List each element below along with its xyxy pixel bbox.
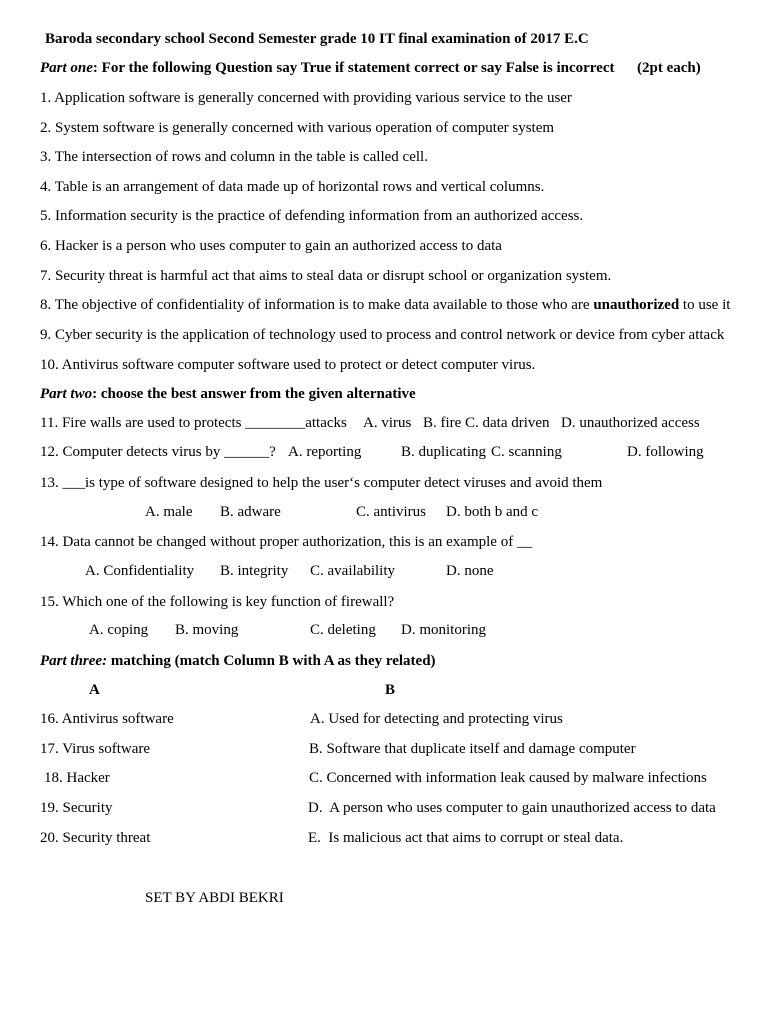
question-13-option-d: D. both b and c <box>446 504 539 520</box>
column-b-header: B <box>385 682 396 698</box>
question-15-option-c: C. deleting <box>310 622 376 638</box>
question-13-option-b: B. adware <box>220 504 281 520</box>
question-11-option-d: D. unauthorized access <box>561 415 700 431</box>
matching-item-a: 16. Antivirus software <box>40 711 174 727</box>
question-13-options <box>0 504 768 522</box>
question-11 <box>0 415 768 433</box>
question-8-emphasis: unauthorized <box>593 297 680 313</box>
question-14-option-d: D. none <box>446 563 494 579</box>
question-15-options <box>0 622 768 640</box>
question-4: 4. Table is an arrangement of data made up of horizontal rows and vertical columns. <box>40 179 545 195</box>
question-14-options <box>0 563 768 581</box>
matching-item-b: A. Used for detecting and protecting virus <box>310 711 563 727</box>
question-13-option-a: A. male <box>145 504 193 520</box>
question-11-option-a: A. virus <box>363 415 412 431</box>
matching-item-a: 20. Security threat <box>40 830 151 846</box>
question-12 <box>0 444 768 462</box>
matching-row <box>0 741 768 759</box>
exam-setter: SET BY ABDI BEKRI <box>145 890 284 906</box>
matching-item-a: 19. Security <box>40 800 113 816</box>
question-12-option-c: C. scanning <box>491 444 562 460</box>
part-three-instruction: matching (match Column B with A as they related) <box>107 653 436 669</box>
question-12-option-a: A. reporting <box>288 444 362 460</box>
matching-row <box>0 711 768 729</box>
question-11-option-b: B. fire <box>423 415 462 431</box>
matching-row <box>0 770 768 788</box>
matching-item-b: C. Concerned with information leak caused by malware infections <box>309 770 707 786</box>
question-15-option-b: B. moving <box>175 622 239 638</box>
question-14-option-b: B. integrity <box>220 563 289 579</box>
matching-row <box>0 830 768 848</box>
column-a-header: A <box>89 682 100 698</box>
question-13-stem: 13. ___is type of software designed to help the user‘s computer detect viruses and avoid them <box>40 475 603 491</box>
exam-title: Baroda secondary school Second Semester grade 10 IT final examination of 2017 E.C <box>45 31 589 47</box>
question-6: 6. Hacker is a person who uses computer to gain an authorized access to data <box>40 238 502 254</box>
question-11-stem: 11. Fire walls are used to protects ________attacks <box>40 415 347 431</box>
matching-item-b: D. A person who uses computer to gain unauthorized access to data <box>308 800 716 816</box>
question-2: 2. System software is generally concerned with various operation of computer system <box>40 120 555 136</box>
question-8 <box>40 296 730 314</box>
matching-item-a: 17. Virus software <box>40 741 151 757</box>
question-10: 10. Antivirus software computer software used to protect or detect computer virus. <box>40 357 536 373</box>
question-15-option-a: A. coping <box>89 622 149 638</box>
question-11-option-c: C. data driven <box>465 415 550 431</box>
matching-item-a: 18. Hacker <box>44 770 110 786</box>
question-1: 1. Application software is generally concerned with providing various service to the user <box>40 90 572 106</box>
matching-item-b: B. Software that duplicate itself and damage computer <box>309 741 636 757</box>
question-8-text: 8. The objective of confidentiality of information is to make data available to those who are <box>40 297 594 313</box>
part-three-label: Part three: <box>40 653 108 669</box>
question-15-option-d: D. monitoring <box>401 622 486 638</box>
part-one-label: Part one <box>40 60 93 76</box>
question-3: 3. The intersection of rows and column in the table is called cell. <box>40 149 428 165</box>
question-12-option-d: D. following <box>627 444 704 460</box>
question-14-option-a: A. Confidentiality <box>85 563 195 579</box>
question-7: 7. Security threat is harmful act that aims to steal data or disrupt school or organization system. <box>40 268 612 284</box>
part-two-instruction: : choose the best answer from the given alternative <box>92 386 416 402</box>
matching-row <box>0 800 768 818</box>
question-13-option-c: C. antivirus <box>356 504 426 520</box>
question-5: 5. Information security is the practice of defending information from an authorized access. <box>40 208 584 224</box>
question-8-tail: to use it <box>679 297 731 313</box>
question-9: 9. Cyber security is the application of technology used to process and control network or device from cyber attack <box>40 327 725 343</box>
part-one-heading <box>40 59 615 77</box>
part-two-heading <box>40 385 416 403</box>
matching-item-b: E. Is malicious act that aims to corrupt or steal data. <box>308 830 624 846</box>
part-two-label: Part two <box>40 386 93 402</box>
question-14-option-c: C. availability <box>310 563 395 579</box>
part-one-instruction: : For the following Question say True if statement correct or say False is incorrect <box>92 60 615 76</box>
part-three-heading <box>40 652 436 670</box>
question-14-stem: 14. Data cannot be changed without proper authorization, this is an example of __ <box>40 534 532 550</box>
question-12-option-b: B. duplicating <box>401 444 486 460</box>
part-one-points: (2pt each) <box>637 60 701 76</box>
question-12-stem: 12. Computer detects virus by ______? <box>40 444 276 460</box>
question-15-stem: 15. Which one of the following is key function of firewall? <box>40 594 395 610</box>
